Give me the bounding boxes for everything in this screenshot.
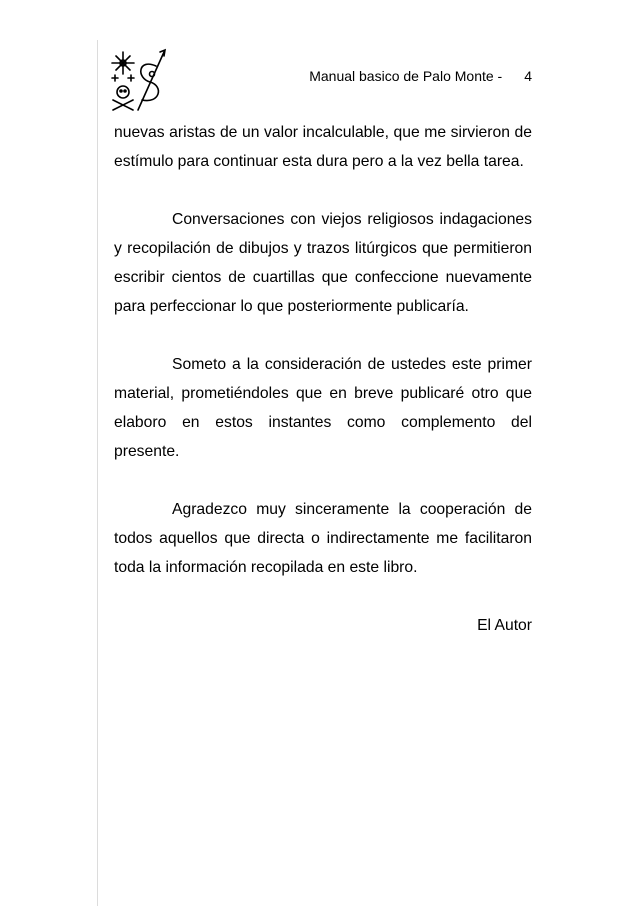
page-number: 4: [524, 68, 532, 84]
paragraph: Someto a la consideración de ustedes este primer material, prometiéndoles que en breve publicaré otro que elaboro en estos instantes como complemento del presente.: [114, 356, 532, 460]
signature: El Autor: [477, 617, 532, 634]
body-text: [114, 118, 532, 640]
paragraph: Agradezco muy sinceramente la cooperación de todos aquellos que directa o indirectamente me facilitaron toda la información recopilada en este libro.: [114, 501, 532, 576]
document-title: Manual basico de Palo Monte -: [309, 68, 503, 84]
palo-monte-emblem-icon: [108, 48, 170, 114]
page-header: [200, 66, 532, 86]
paragraph: nuevas aristas de un valor incalculable, que me sirvieron de estímulo para continuar esta dura pero a la vez bella tarea.: [114, 124, 532, 170]
paragraph: Conversaciones con viejos religiosos indagaciones y recopilación de dibujos y trazos litúrgicos que permitieron escribir cientos de cuartillas que confeccione nuevamente para perfeccionar lo que posteriormente publicaría.: [114, 211, 532, 315]
margin-rule: [97, 40, 98, 906]
